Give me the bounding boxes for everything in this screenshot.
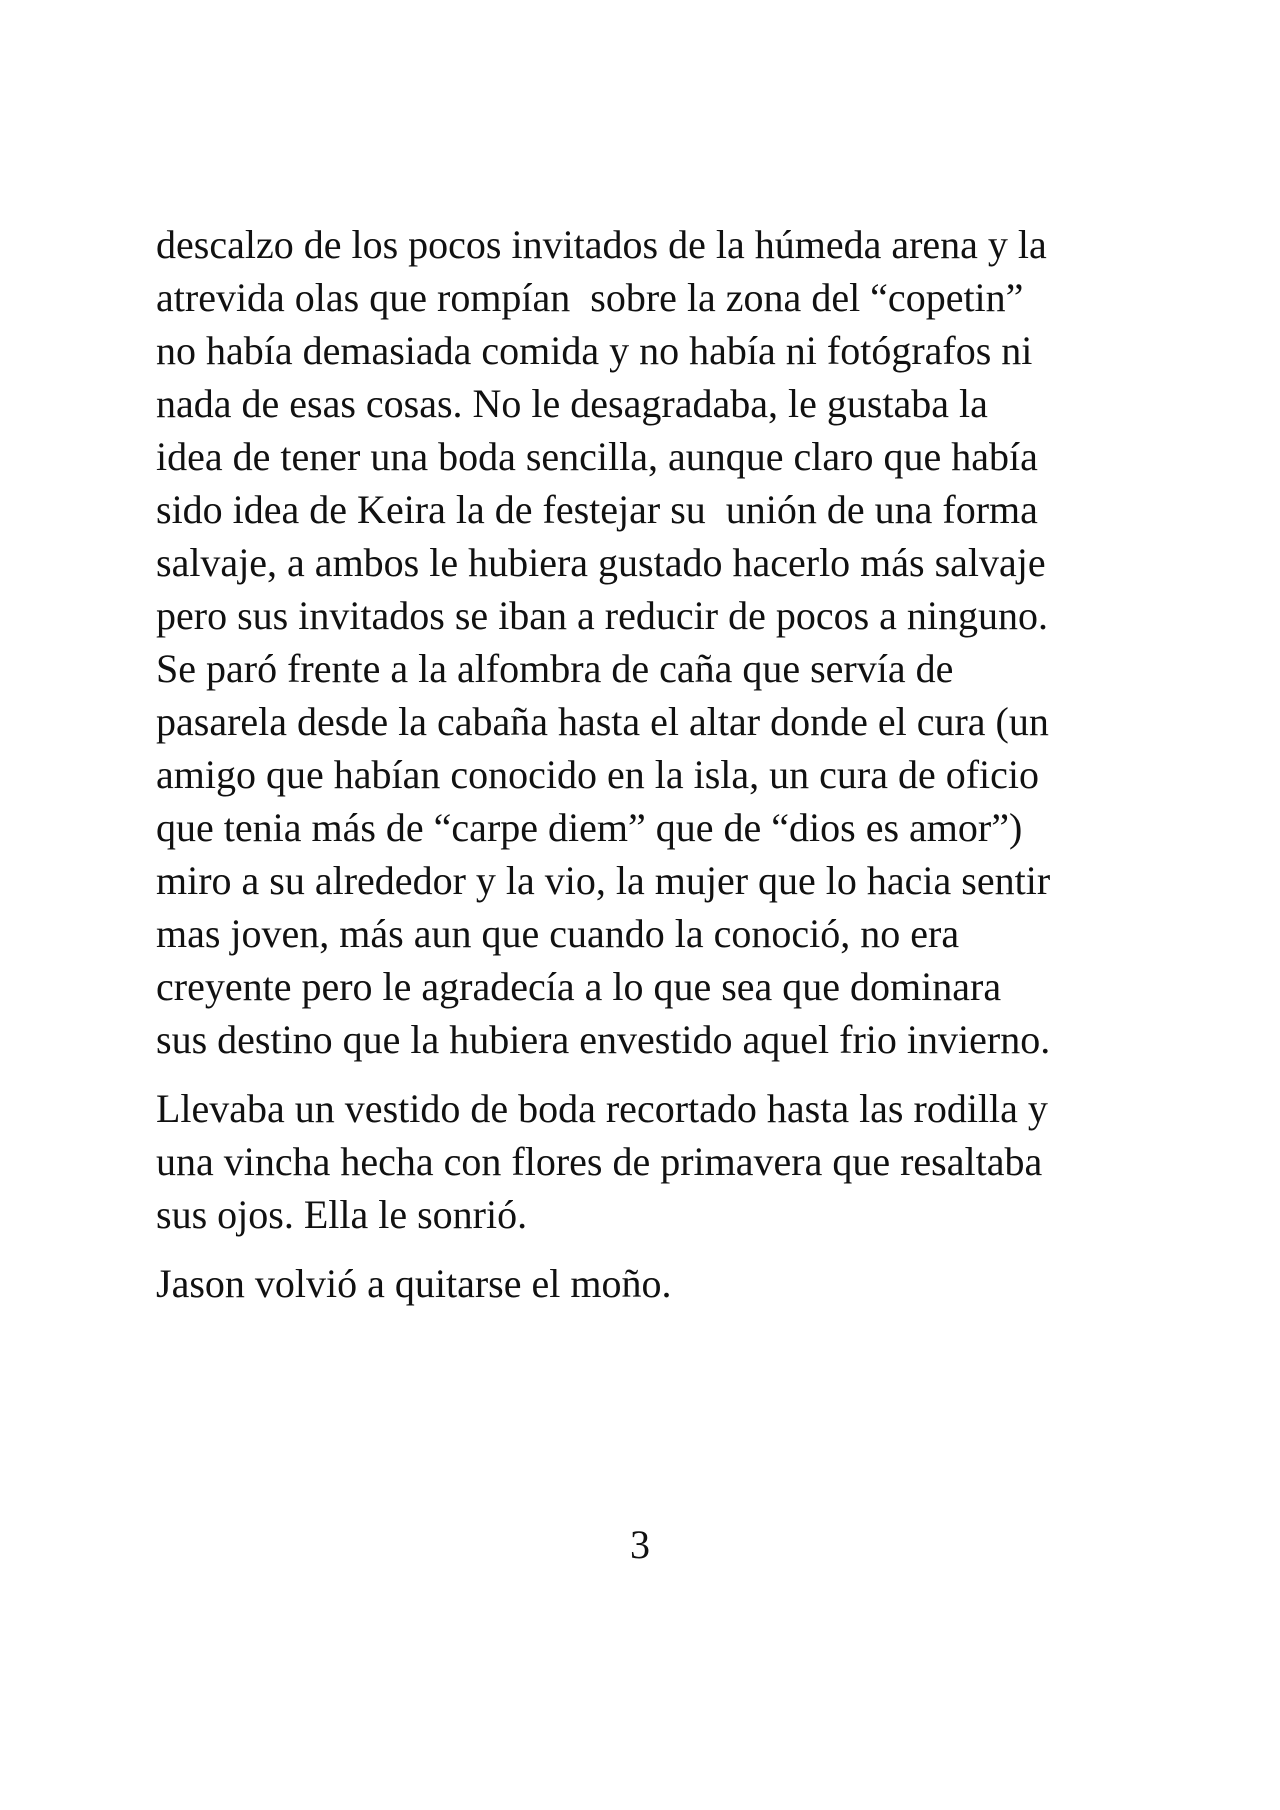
text-line: salvaje, a ambos le hubiera gustado hacerlo más salvaje bbox=[156, 540, 1046, 585]
text-line: amigo que habían conocido en la isla, un cura de oficio bbox=[156, 752, 1040, 797]
text-line: sus ojos. Ella le sonrió. bbox=[156, 1192, 528, 1237]
text-line: sus destino que la hubiera envestido aquel frio invierno. bbox=[156, 1017, 1051, 1062]
text-line: que tenia más de “carpe diem” que de “dios es amor”) bbox=[156, 805, 1023, 850]
paragraph-1 bbox=[156, 218, 1156, 1066]
text-line: atrevida olas que rompían sobre la zona del “copetin” bbox=[156, 275, 1024, 320]
paragraph-3 bbox=[156, 1257, 1156, 1310]
paragraph-spacer bbox=[156, 1241, 1156, 1257]
body-text bbox=[156, 218, 1156, 1310]
text-line: pero sus invitados se iban a reducir de pocos a ninguno. bbox=[156, 593, 1049, 638]
text-line: sido idea de Keira la de festejar su unión de una forma bbox=[156, 487, 1038, 532]
paragraph-2 bbox=[156, 1082, 1156, 1241]
text-line: una vincha hecha con flores de primavera que resaltaba bbox=[156, 1139, 1043, 1184]
text-line: miro a su alrededor y la vio, la mujer que lo hacia sentir bbox=[156, 858, 1051, 903]
text-line: pasarela desde la cabaña hasta el altar donde el cura (un bbox=[156, 699, 1049, 744]
text-line: descalzo de los pocos invitados de la húmeda arena y la bbox=[156, 222, 1047, 267]
text-line: Se paró frente a la alfombra de caña que servía de bbox=[156, 646, 954, 691]
text-line: Jason volvió a quitarse el moño. bbox=[156, 1261, 672, 1306]
text-line: Llevaba un vestido de boda recortado hasta las rodilla y bbox=[156, 1086, 1048, 1131]
text-line: creyente pero le agradecía a lo que sea que dominara bbox=[156, 964, 1002, 1009]
text-line: no había demasiada comida y no había ni fotógrafos ni bbox=[156, 328, 1033, 373]
page-number: 3 bbox=[630, 1522, 650, 1567]
text-line: nada de esas cosas. No le desagradaba, le gustaba la bbox=[156, 381, 988, 426]
paragraph-spacer bbox=[156, 1066, 1156, 1082]
text-line: idea de tener una boda sencilla, aunque claro que había bbox=[156, 434, 1038, 479]
text-line: mas joven, más aun que cuando la conoció, no era bbox=[156, 911, 960, 956]
